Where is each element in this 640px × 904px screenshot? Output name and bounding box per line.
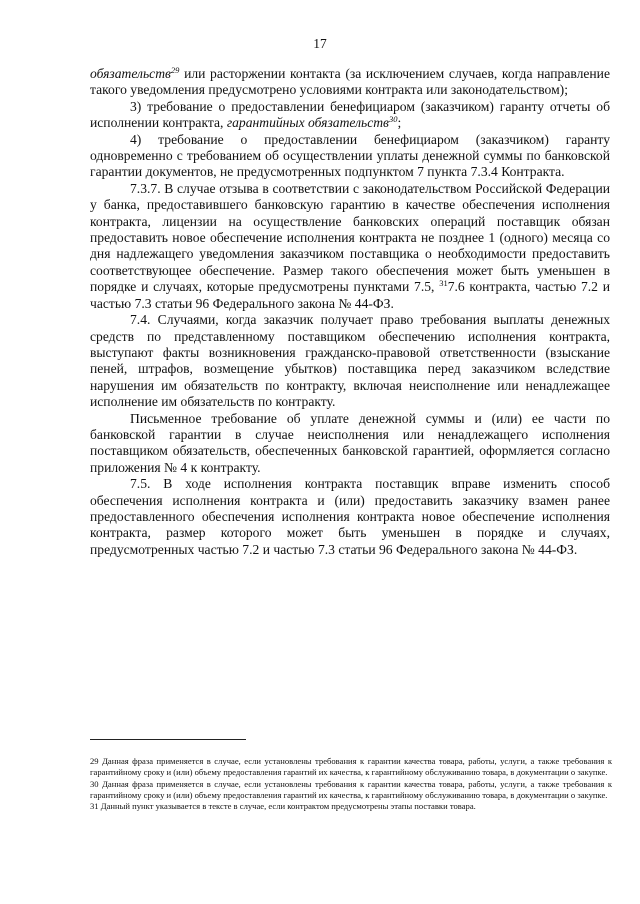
footnote: 30 Данная фраза применяется в случае, если установлены требования к гарантии качества товара, работы, услуги, а также требования к гарантийному сроку и (или) объему предоставления гарантий их качества, к гарантийному обслуживанию товара, в документации о закупке. — [90, 778, 612, 800]
paragraph — [90, 312, 610, 410]
paragraph-text: 7.6 контракта, частью 7.2 и частью 7.3 статьи 96 Федерального закона № 44-ФЗ. — [90, 279, 610, 311]
paragraph-text: Письменное требование об уплате денежной суммы и (или) ее части по банковской гарантии в случае неисполнения или ненадлежащего исполнения поставщиком обязательств, обеспеченных банковской гарантией, оформляется согласно приложения № 4 к контракту. — [90, 410, 610, 475]
page-number: 17 — [313, 36, 327, 51]
paragraph-text: 7.5. В ходе исполнения контракта поставщик вправе изменить способ обеспечения исполнения контракта и (или) предоставить заказчику взамен ранее предоставленного обеспечения исполнения контракта новое обеспечение исполнения контракта, размер которого может быть уменьшен в порядке и случаях, предусмотренных частью 7.2 и частью 7.3 статьи 96 Федерального закона № 44-ФЗ. — [90, 476, 610, 557]
footnote: 31 Данный пункт указывается в тексте в случае, если контрактом предусмотрены этапы поставки товара. — [90, 801, 476, 812]
paragraph-text: или расторжении контакта (за исключением случаев, когда направление такого уведомления предусмотрено условиями контракта или законодательством); — [90, 66, 610, 98]
paragraph — [90, 411, 610, 477]
paragraph-text: 7.3.7. В случае отзыва в соответствии с законодательством Российской Федерации у банка, предоставившего банковскую гарантию в качестве обеспечения исполнения контракта, лицензии на осуществление банковских операций поставщик обязан предоставить новое обеспечение исполнения контракта не позднее 1 (одного) месяца со дня надлежащего уведомления заказчиком поставщика о необходимости предоставить соответствующее обеспечение. Размер такого обеспечения может быть уменьшен в порядке и случаях, которые предусмотрены пунктами 7.5, — [90, 180, 610, 295]
paragraph — [90, 99, 610, 132]
footnotes — [90, 756, 612, 812]
footnote-ref: 30 — [388, 114, 398, 125]
document-body — [90, 66, 610, 558]
italic-text: обязательств — [90, 66, 171, 81]
paragraph-text: 3) требование о предоставлении бенефициаром (заказчиком) гаранту отчеты об исполнении контракта, — [90, 98, 610, 131]
footnote-ref: 29 — [170, 65, 180, 75]
paragraph — [90, 66, 610, 99]
footnote: 29 Данная фраза применяется в случае, если установлены требования к гарантии качества товара, работы, услуги, а также требования к гарантийному сроку и (или) объему предоставления гарантий их качества, к гарантийному обслуживанию товара, в документации о закупке. — [90, 756, 612, 778]
paragraph-text: ; — [397, 115, 402, 131]
italic-text: гарантийных обязательств — [226, 115, 389, 131]
footnote-ref: 31 — [439, 278, 448, 289]
footnote-separator — [90, 739, 246, 740]
paragraph-text: 7.4. Случаями, когда заказчик получает право требования выплаты денежных средств по представленному поставщиком обеспечению исполнения контракта, выступают факты возникновения гражданско-правовой ответственности (взыскание пеней, штрафов, возмещение убытков) поставщика перед заказчиком вследствие нарушения им обязательств по контракту, включая неисполнение или ненадлежащее исполнение им обязательств по контракту. — [90, 312, 610, 410]
paragraph-text: 4) требование о предоставлении бенефициаром (заказчиком) гаранту одновременно с требованием об осуществлении уплаты денежной суммы по банковской гарантии документов, не предусмотренных подпунктом 7 пункта 7.3.4 Контракта. — [90, 131, 610, 180]
paragraph — [90, 181, 610, 312]
paragraph — [90, 476, 610, 558]
paragraph — [90, 132, 610, 181]
